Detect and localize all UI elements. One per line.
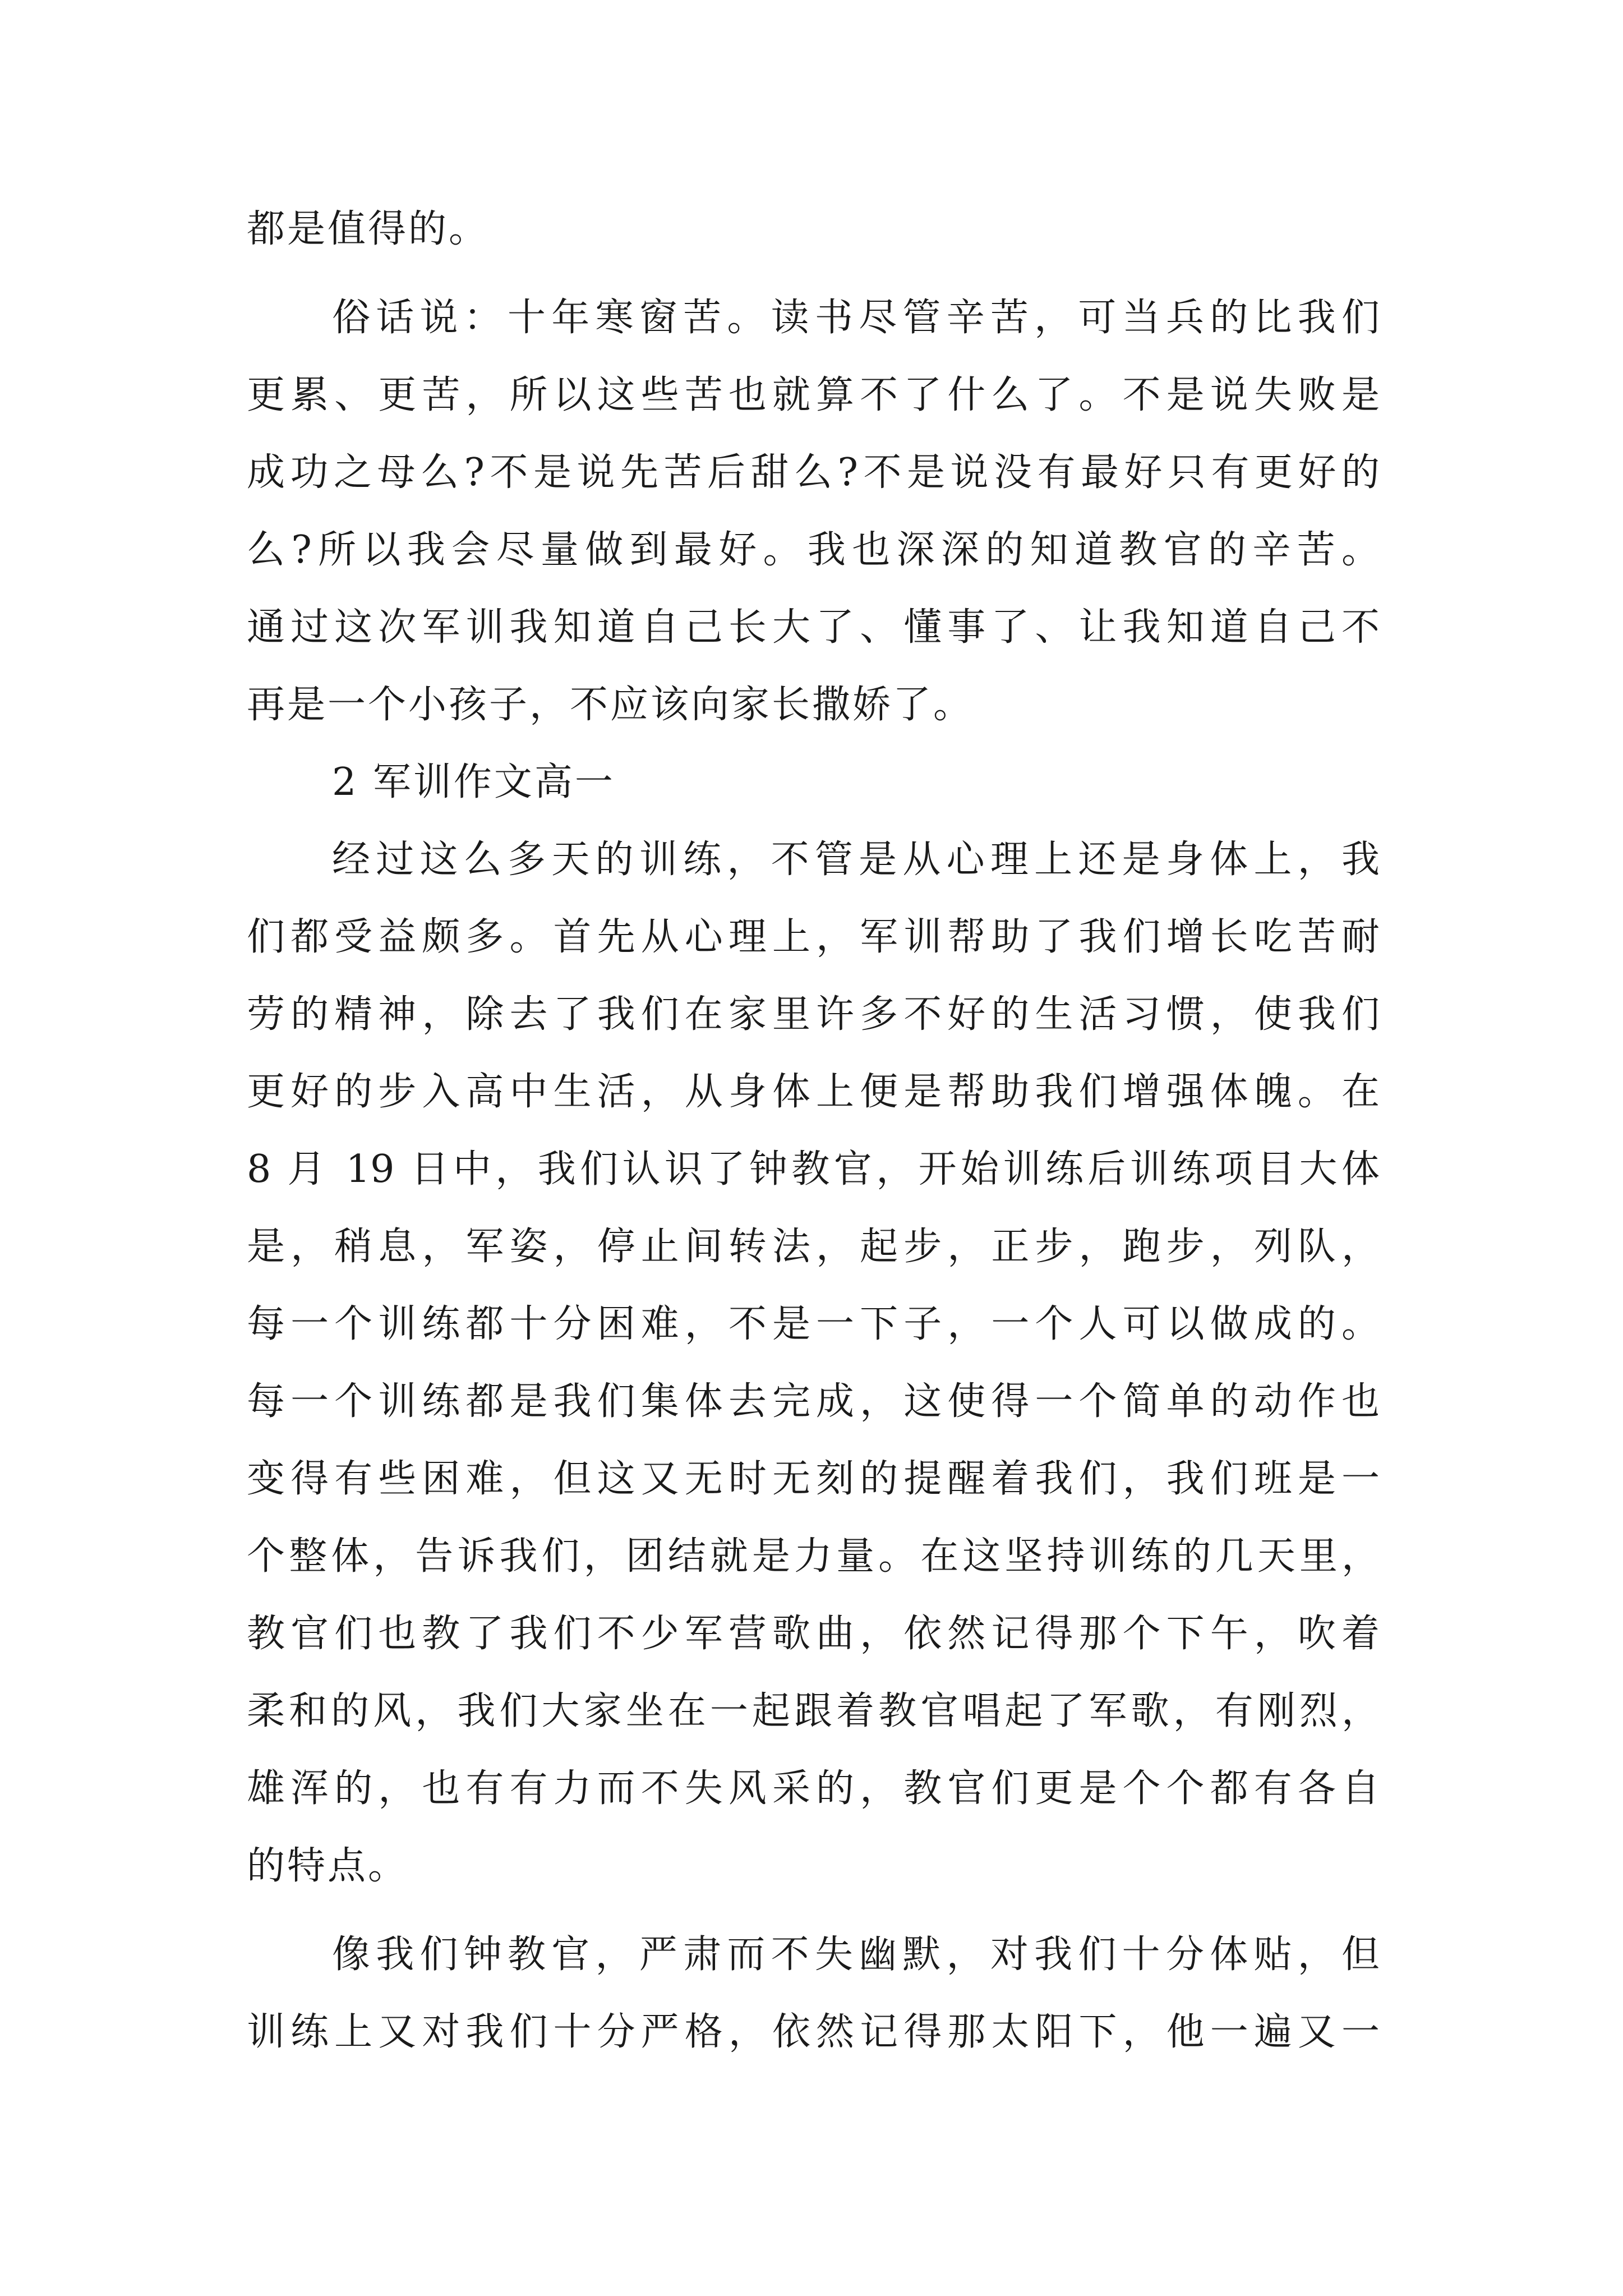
text-line: 个整体，告诉我们，团结就是力量。在这坚持训练的几天里， <box>247 1534 1380 1579</box>
text-line: 8 月 19 日中，我们认识了钟教官，开始训练后训练项目大体 <box>247 1147 1380 1191</box>
text-line: 成功之母么?不是说先苦后甜么?不是说没有最好只有更好的 <box>247 450 1380 495</box>
text-line: 雄浑的，也有有力而不失风采的，教官们更是个个都有各自 <box>247 1766 1380 1811</box>
text-line: 们都受益颇多。首先从心理上，军训帮助了我们增长吃苦耐 <box>247 915 1380 959</box>
text-line: 每一个训练都十分困难，不是一下子，一个人可以做成的。 <box>247 1302 1380 1346</box>
text-line: 再是一个小孩子，不应该向家长撒娇了。 <box>247 683 974 727</box>
text-line: 是，稍息，军姿，停止间转法，起步，正步，跑步，列队， <box>247 1225 1380 1269</box>
text-line: 变得有些困难，但这又无时无刻的提醒着我们，我们班是一 <box>247 1457 1380 1501</box>
text-line: 经过这么多天的训练，不管是从心理上还是身体上，我 <box>332 838 1380 882</box>
text-line: 的特点。 <box>247 1844 409 1888</box>
text-line: 训练上又对我们十分严格，依然记得那太阳下，他一遍又一 <box>247 2010 1380 2054</box>
text-line: 每一个训练都是我们集体去完成，这使得一个简单的动作也 <box>247 1379 1380 1424</box>
text-line: 更好的步入高中生活，从身体上便是帮助我们增强体魄。在 <box>247 1070 1380 1114</box>
paragraph <box>247 279 1380 744</box>
paragraph <box>247 191 1380 268</box>
text-line: 都是值得的。 <box>247 207 490 251</box>
text-line: 劳的精神，除去了我们在家里许多不好的生活习惯，使我们 <box>247 992 1380 1037</box>
paragraph <box>247 821 1380 1905</box>
paragraph <box>247 1916 1380 2071</box>
text-line: 像我们钟教官，严肃而不失幽默，对我们十分体贴，但 <box>332 1932 1380 1977</box>
text-line: 教官们也教了我们不少军营歌曲，依然记得那个下午，吹着 <box>247 1612 1380 1656</box>
text-line: 俗话说：十年寒窗苦。读书尽管辛苦，可当兵的比我们 <box>332 296 1380 340</box>
text-line: 么?所以我会尽量做到最好。我也深深的知道教官的辛苦。 <box>247 528 1380 572</box>
text-line: 通过这次军训我知道自己长大了、懂事了、让我知道自己不 <box>247 605 1380 650</box>
section-heading <box>247 744 1380 821</box>
text-line: 更累、更苦，所以这些苦也就算不了什么了。不是说失败是 <box>247 373 1380 417</box>
document-page <box>247 191 1380 2071</box>
heading-line: 2 军训作文高一 <box>332 760 615 804</box>
text-line: 柔和的风，我们大家坐在一起跟着教官唱起了军歌，有刚烈， <box>247 1689 1380 1733</box>
